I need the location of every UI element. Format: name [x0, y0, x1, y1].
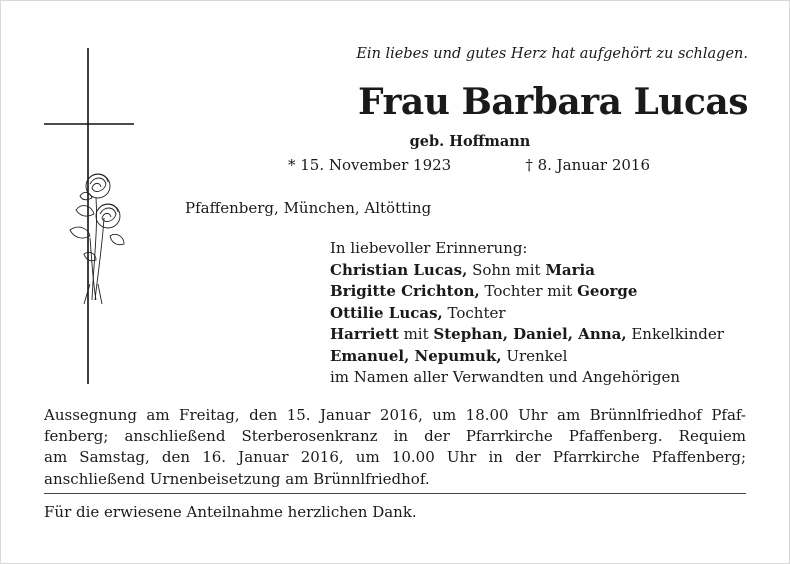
mourner-name: Emanuel, Nepumuk,	[330, 346, 502, 365]
death-date: † 8. Januar 2016	[525, 156, 650, 174]
mourner-relation: Sohn mit	[467, 260, 546, 279]
mourner-name: Brigitte Crichton,	[330, 282, 480, 300]
mourner-name: Christian Lucas,	[330, 260, 468, 279]
maiden-name: geb. Hoffmann	[409, 133, 531, 150]
service-details	[44, 405, 746, 490]
mourner-name: Ottilie Lucas,	[330, 303, 443, 322]
motto: Ein liebes und gutes Herz hat aufgehört zu schlagen.	[356, 46, 748, 62]
service-line: Aussegnung am Freitag, den 15. Januar 2016, um 18.00 Uhr am Brünnlfriedhof Pfaf-	[44, 406, 746, 424]
places: Pfaffenberg, München, Altötting	[185, 199, 432, 217]
thanks-note: Für die erwiesene Anteilnahme herzlichen Dank.	[44, 503, 417, 521]
mourner-name: George	[577, 282, 638, 300]
mourner-name: Maria	[545, 260, 595, 279]
mourner-relation: mit	[398, 325, 434, 343]
mourners-closing: im Namen aller Verwandten und Angehörigen	[330, 368, 681, 386]
service-line: fenberg; anschließend Sterberosenkranz in der Pfarrkirche Pfaffenberg. Requiem	[44, 427, 746, 446]
mourner-line	[330, 346, 724, 368]
mourner-line	[330, 281, 724, 303]
roses-icon	[70, 174, 124, 304]
mourner-relation: Enkelkinder	[626, 325, 724, 343]
mourner-line	[330, 324, 724, 346]
divider	[44, 493, 746, 494]
cross-icon	[40, 48, 140, 384]
mourner-lines	[330, 260, 724, 368]
mourner-line	[330, 303, 724, 325]
service-line: am Samstag, den 16. Januar 2016, um 10.00 Uhr in der Pfarrkirche Pfaffenberg;	[44, 448, 746, 467]
service-line: anschließend Urnenbeisetzung am Brünnlfriedhof.	[44, 469, 430, 488]
mourner-relation: Tochter	[442, 303, 506, 322]
mourners-intro: In liebevoller Erinnerung:	[330, 239, 528, 257]
mourner-name: Harriett	[330, 325, 399, 343]
mourner-relation: Tochter mit	[479, 282, 578, 300]
mourner-name: Stephan, Daniel, Anna,	[433, 325, 627, 343]
deceased-name: Frau Barbara Lucas	[358, 81, 748, 123]
mourner-line	[330, 260, 724, 282]
mourners-block	[330, 238, 724, 389]
birth-date: * 15. November 1923	[288, 156, 452, 174]
mourner-relation: Urenkel	[501, 346, 568, 365]
